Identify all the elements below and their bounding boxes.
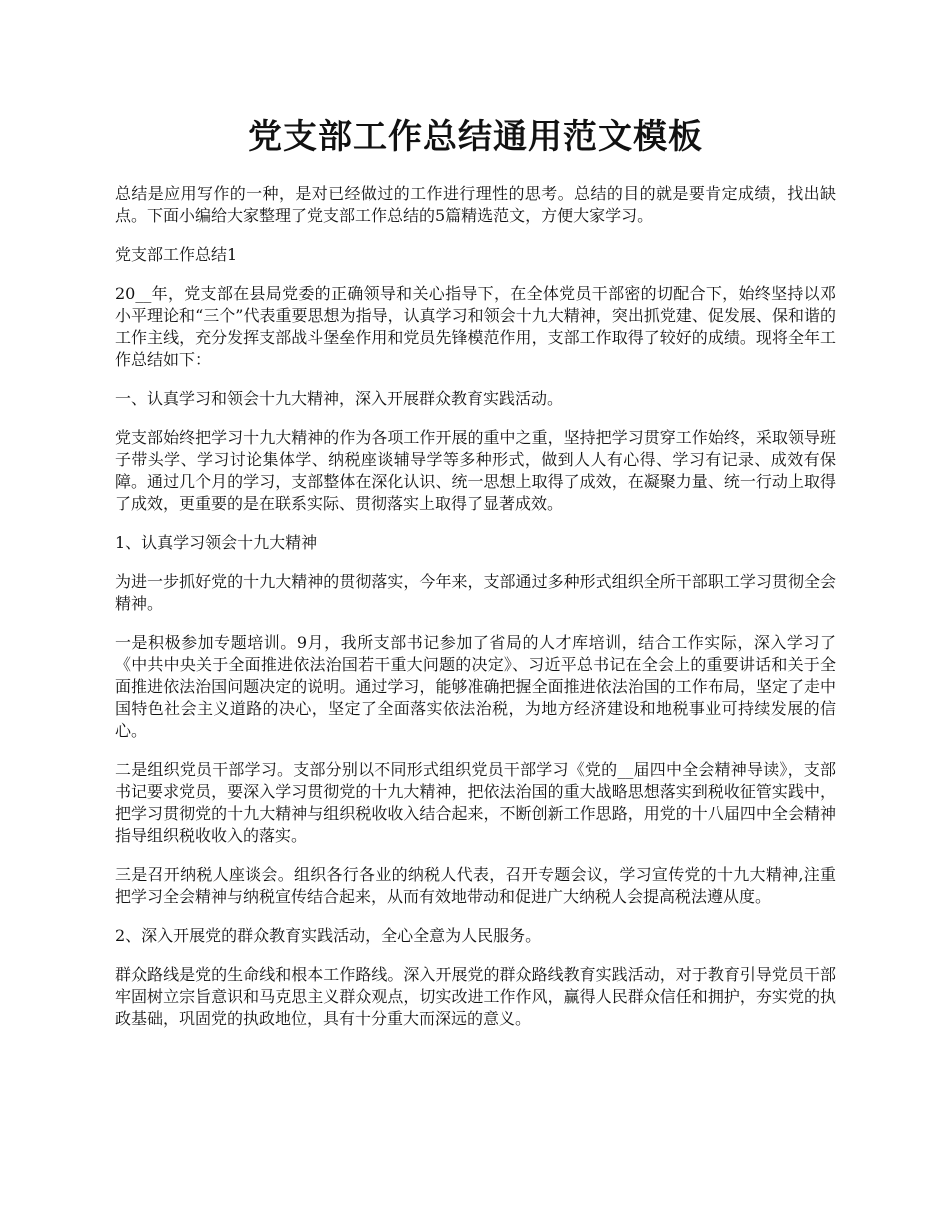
subsection-heading: 1、认真学习领会十九大精神 [115, 533, 318, 552]
body-paragraph: 党支部始终把学习十九大精神的作为各项工作开展的重中之重，坚持把学习贯穿工作始终，采取领导班子带头学、学习讨论集体学、纳税座谈辅导学等多种形式，做到人人有心得、学习有记录、成效有保障。通过几个月的学习，支部整体在深化认识、统一思想上取得了成效，在凝聚力量、统一行动上取得了成效，更重要的是在联系实际、贯彻落实上取得了显著成效。 [115, 428, 836, 513]
body-paragraph: 20__年，党支部在县局党委的正确领导和关心指导下，在全体党员干部密的切配合下，始终坚持以邓小平理论和“三个”代表重要思想为指导，认真学习和领会十九大精神，突出抓党建、促发展、保和谐的工作主线，充分发挥支部战斗堡垒作用和党员先锋模范作用，支部工作取得了较好的成绩。现将全年工作总结如下： [115, 284, 836, 369]
body-paragraph: 二是组织党员干部学习。支部分别以不同形式组织党员干部学习《党的__届四中全会精神导读》，支部书记要求党员，要深入学习贯彻党的十九大精神，把依法治国的重大战略思想落实到税收征管实践中，把学习贯彻党的十九大精神与组织税收收入结合起来，不断创新工作思路，用党的十八届四中全会精神指导组织税收收入的落实。 [115, 760, 836, 845]
document-title: 党支部工作总结通用范文模板 [248, 117, 703, 157]
body-paragraph: 三是召开纳税人座谈会。组织各行各业的纳税人代表，召开专题会议，学习宣传党的十九大精神,注重把学习全会精神与纳税宣传结合起来，从而有效地带动和促进广大纳税人会提高税法遵从度。 [115, 865, 836, 906]
section-heading: 党支部工作总结1 [115, 245, 238, 264]
document-body [115, 183, 836, 1030]
body-paragraph: 群众路线是党的生命线和根本工作路线。深入开展党的群众路线教育实践活动，对于教育引导党员干部牢固树立宗旨意识和马克思主义群众观点，切实改进工作作风，赢得人民群众信任和拥护，夯实党的执政基础，巩固党的执政地位，具有十分重大而深远的意义。 [115, 965, 836, 1028]
subsection-heading: 2、深入开展党的群众教育实践活动，全心全意为人民服务。 [115, 926, 542, 945]
section-heading: 一、认真学习和领会十九大精神，深入开展群众教育实践活动。 [115, 389, 564, 408]
body-paragraph: 一是积极参加专题培训。9月，我所支部书记参加了省局的人才库培训，结合工作实际，深入学习了《中共中央关于全面推进依法治国若干重大问题的决定》、习近平总书记在全会上的重要讲话和关于全面推进依法治国问题决定的说明。通过学习，能够准确把握全面推进依法治国的工作布局，坚定了走中国特色社会主义道路的决心，坚定了全面落实依法治税，为地方经济建设和地税事业可持续发展的信心。 [115, 633, 836, 740]
body-paragraph: 为进一步抓好党的十九大精神的贯彻落实，今年来，支部通过多种形式组织全所干部职工学习贯彻全会精神。 [115, 572, 836, 613]
intro-paragraph: 总结是应用写作的一种，是对已经做过的工作进行理性的思考。总结的目的就是要肯定成绩，找出缺点。下面小编给大家整理了党支部工作总结的5篇精选范文，方便大家学习。 [115, 184, 836, 225]
